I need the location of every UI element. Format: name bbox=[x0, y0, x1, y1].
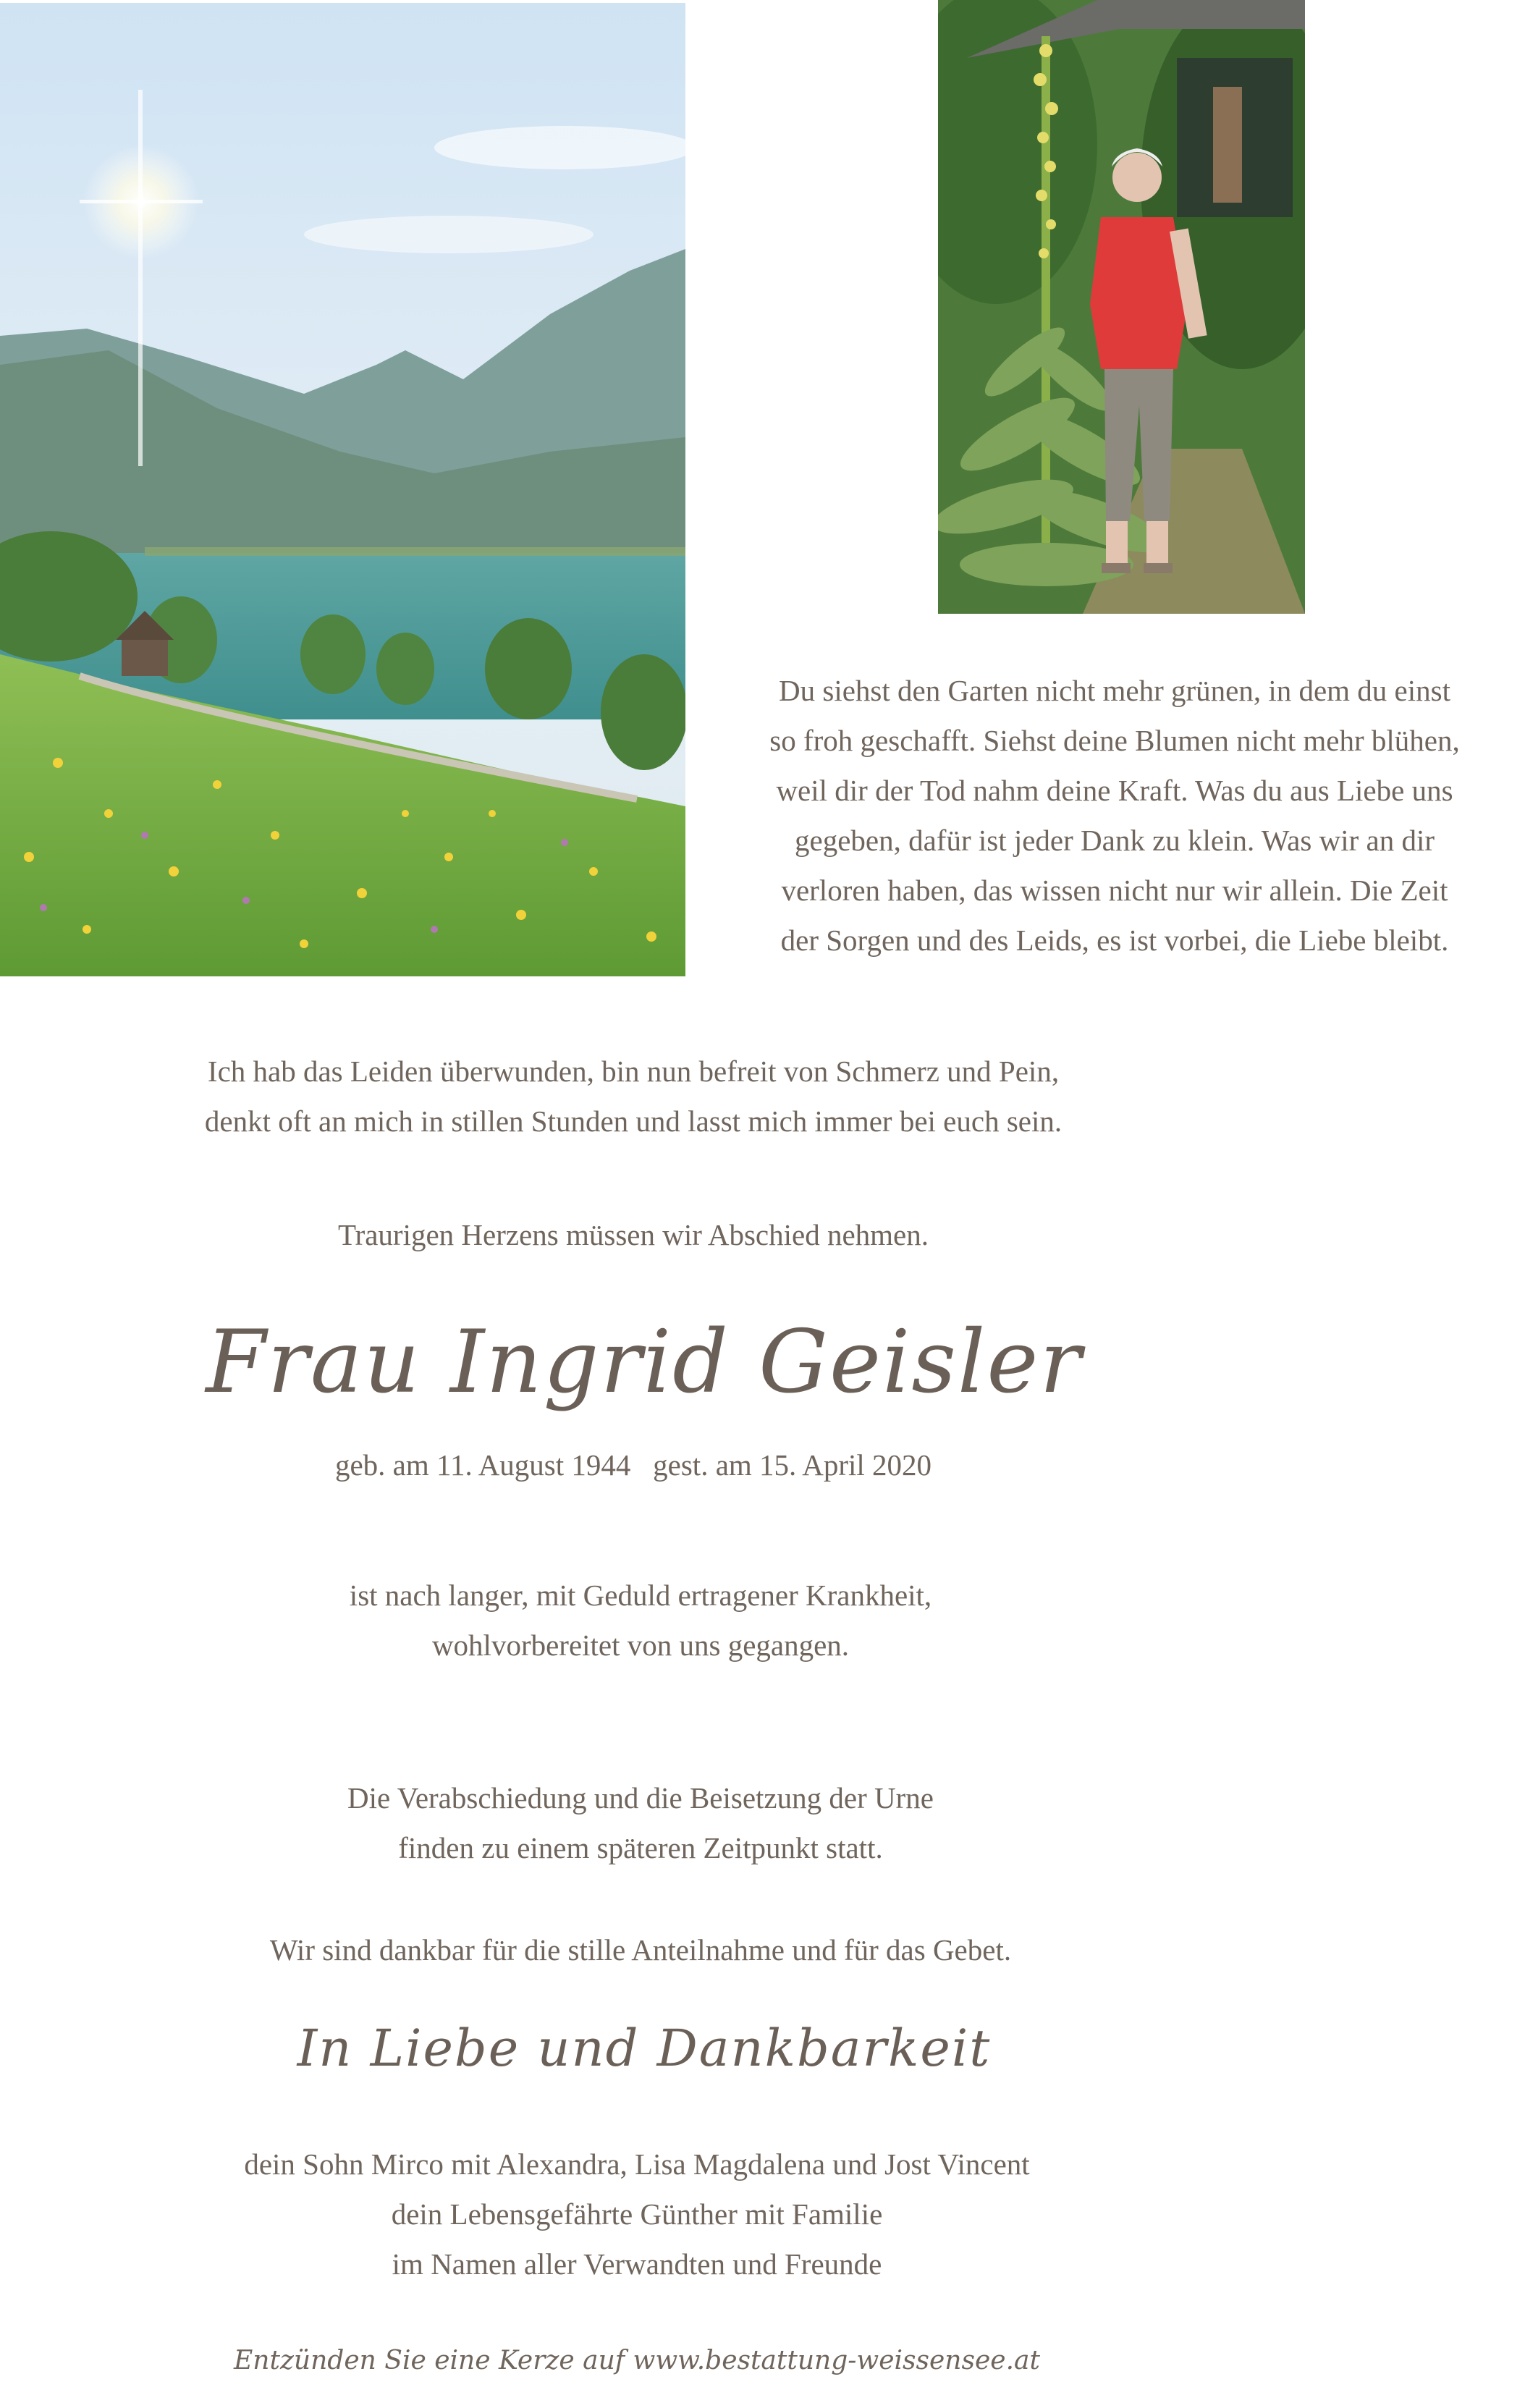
portrait-image bbox=[938, 0, 1305, 614]
mourner-line: dein Sohn Mirco mit Alexandra, Lisa Magdalena und Jost Vincent bbox=[244, 2147, 1030, 2181]
passing-line: ist nach langer, mit Geduld ertragener Krankheit, bbox=[349, 1579, 932, 1612]
mourners bbox=[0, 2139, 1274, 2289]
intro-text: Traurigen Herzens müssen wir Abschied nehmen. bbox=[337, 1218, 929, 1251]
portrait-photo bbox=[938, 0, 1305, 614]
life-dates: geb. am 11. August 1944 gest. am 15. April 2020 bbox=[334, 1448, 932, 1482]
landscape-photo bbox=[0, 3, 685, 976]
deceased-name: Frau Ingrid Geisler bbox=[206, 1312, 1083, 1413]
passing-text bbox=[0, 1571, 1281, 1670]
poem-right bbox=[709, 666, 1520, 966]
poem-line: so froh geschafft. Siehst deine Blumen nicht mehr blühen, bbox=[769, 724, 1460, 757]
landscape-image bbox=[0, 3, 685, 976]
thanks-text: Wir sind dankbar für die stille Anteilnahme und für das Gebet. bbox=[269, 1933, 1012, 1966]
ceremony-line: finden zu einem späteren Zeitpunkt statt. bbox=[398, 1831, 883, 1864]
poem-line: der Sorgen und des Leids, es ist vorbei, die Liebe bleibt. bbox=[780, 924, 1449, 957]
verse-line: denkt oft an mich in stillen Stunden und lasst mich immer bei euch sein. bbox=[204, 1104, 1063, 1138]
poem-line: weil dir der Tod nahm deine Kraft. Was du aus Liebe uns bbox=[776, 774, 1453, 807]
passing-line: wohlvorbereitet von uns gegangen. bbox=[431, 1628, 850, 1662]
ceremony-line: Die Verabschiedung und die Beisetzung der Urne bbox=[347, 1781, 934, 1815]
poem-line: Du siehst den Garten nicht mehr grünen, in dem du einst bbox=[779, 674, 1450, 707]
verse-line: Ich hab das Leiden überwunden, bin nun befreit von Schmerz und Pein, bbox=[207, 1055, 1060, 1088]
poem-line: gegeben, dafür ist jeder Dank zu klein. Was wir an dir bbox=[795, 824, 1435, 857]
closing-phrase: In Liebe und Dankbarkeit bbox=[297, 2019, 992, 2078]
candle-link[interactable]: Entzünden Sie eine Kerze auf www.bestattung-weissensee.at bbox=[234, 2346, 1040, 2375]
poem-line: verloren haben, das wissen nicht nur wir allein. Die Zeit bbox=[781, 874, 1448, 907]
mourner-line: dein Lebensgefährte Günther mit Familie bbox=[391, 2197, 883, 2231]
verse bbox=[0, 1047, 1267, 1146]
ceremony-text bbox=[0, 1773, 1281, 1873]
mourner-line: im Namen aller Verwandten und Freunde bbox=[392, 2247, 882, 2281]
